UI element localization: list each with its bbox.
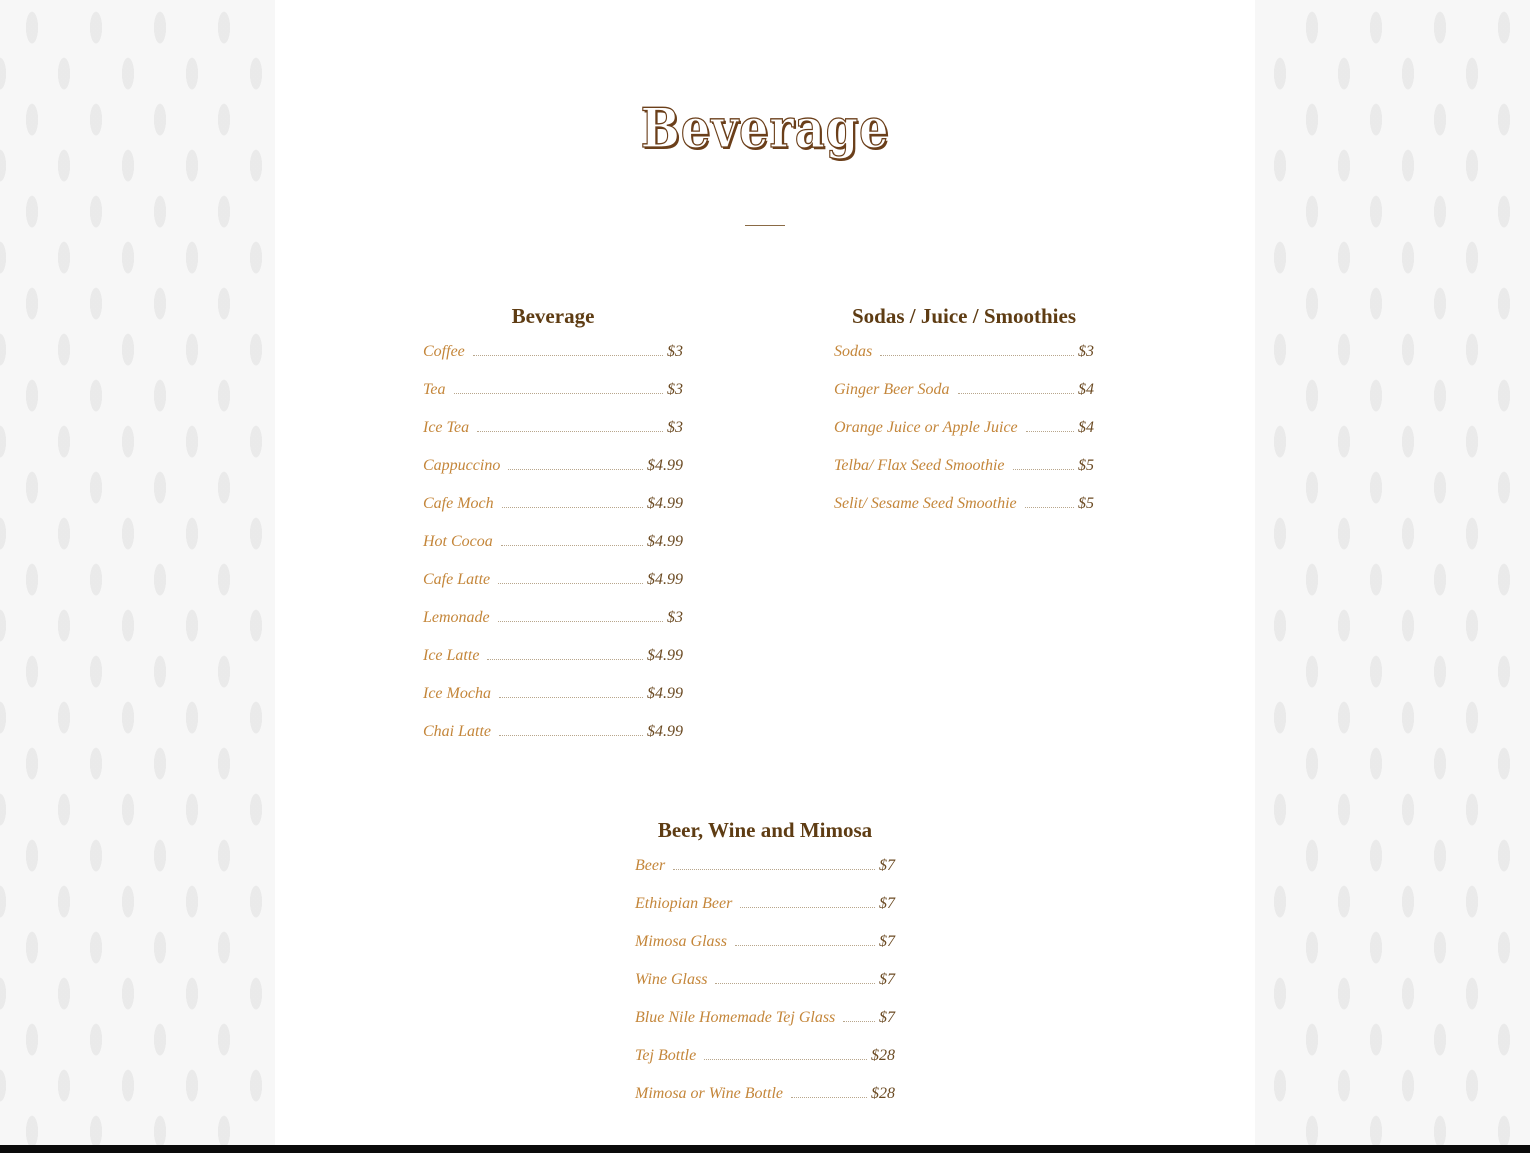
item-price: $28: [871, 1085, 895, 1102]
item-name: Mimosa or Wine Bottle: [635, 1085, 783, 1102]
item-price: $7: [879, 971, 895, 988]
dot-leader: [477, 418, 663, 432]
menu-item: [423, 456, 683, 494]
item-name: Wine Glass: [635, 971, 708, 988]
menu-item: [423, 608, 683, 646]
item-name: Cafe Moch: [423, 495, 494, 512]
item-name: Beer: [635, 857, 666, 874]
item-name: Orange Juice or Apple Juice: [834, 419, 1018, 436]
item-name: Tea: [423, 381, 446, 398]
menu-item: [834, 456, 1094, 494]
item-name: Coffee: [423, 343, 465, 360]
item-name: Cappuccino: [423, 457, 501, 474]
menu-item: [635, 1046, 895, 1084]
item-price: $4.99: [647, 533, 683, 550]
dot-leader: [740, 894, 875, 908]
dot-leader: [498, 608, 663, 622]
dot-leader: [880, 342, 1074, 356]
dot-leader: [715, 970, 875, 984]
dot-leader: [473, 342, 663, 356]
item-price: $5: [1078, 457, 1094, 474]
item-price: $7: [879, 933, 895, 950]
item-name: Ice Latte: [423, 647, 480, 664]
item-price: $3: [667, 381, 683, 398]
item-price: $3: [667, 609, 683, 626]
page-title: Beverage: [640, 96, 890, 160]
item-price: $4.99: [647, 571, 683, 588]
item-price: $7: [879, 857, 895, 874]
item-name: Lemonade: [423, 609, 490, 626]
item-name: Sodas: [834, 343, 873, 360]
section-sodas-juice-smoothies: [834, 303, 1094, 532]
item-name: Selit/ Sesame Seed Smoothie: [834, 495, 1017, 512]
item-price: $4: [1078, 419, 1094, 436]
dot-leader: [843, 1008, 875, 1022]
item-name: Ethiopian Beer: [635, 895, 733, 912]
item-name: Mimosa Glass: [635, 933, 728, 950]
dot-leader: [1013, 456, 1075, 470]
section-title: Sodas / Juice / Smoothies: [851, 304, 1077, 328]
menu-item: [834, 494, 1094, 532]
dot-leader: [499, 684, 643, 698]
item-price: $3: [667, 343, 683, 360]
dot-leader: [487, 646, 643, 660]
menu-item: [635, 932, 895, 970]
menu-item: [423, 418, 683, 456]
item-price: $4.99: [647, 685, 683, 702]
item-name: Telba/ Flax Seed Smoothie: [834, 457, 1005, 474]
item-name: Ice Mocha: [423, 685, 491, 702]
section-title: Beverage: [511, 304, 595, 328]
dot-leader: [501, 532, 643, 546]
item-price: $4.99: [647, 723, 683, 740]
item-name: Ice Tea: [423, 419, 470, 436]
dot-leader: [499, 722, 643, 736]
dot-leader: [498, 570, 643, 584]
item-name: Ginger Beer Soda: [834, 381, 950, 398]
item-price: $28: [871, 1047, 895, 1064]
dot-leader: [958, 380, 1074, 394]
dot-leader: [502, 494, 643, 508]
menu-item: [423, 532, 683, 570]
menu-item: [423, 570, 683, 608]
dot-leader: [508, 456, 643, 470]
title-divider: [745, 225, 785, 226]
dot-leader: [1025, 494, 1074, 508]
dot-leader: [735, 932, 875, 946]
item-name: Cafe Latte: [423, 571, 491, 588]
item-price: $3: [1078, 343, 1094, 360]
dot-leader: [673, 856, 875, 870]
item-price: $4: [1078, 381, 1094, 398]
menu-item: [635, 894, 895, 932]
dot-leader: [791, 1084, 867, 1098]
section-beverage: [423, 303, 683, 760]
menu-item: [834, 380, 1094, 418]
menu-item: [423, 646, 683, 684]
item-price: $4.99: [647, 457, 683, 474]
menu-item: [834, 418, 1094, 456]
menu-item: [423, 722, 683, 760]
menu-item: [423, 494, 683, 532]
menu-item: [423, 342, 683, 380]
dot-leader: [454, 380, 663, 394]
item-name: Blue Nile Homemade Tej Glass: [635, 1009, 836, 1026]
item-name: Hot Cocoa: [423, 533, 493, 550]
section-beer-wine-mimosa: [635, 817, 895, 1122]
menu-item: [423, 684, 683, 722]
item-name: Tej Bottle: [635, 1047, 697, 1064]
menu-item: [635, 1008, 895, 1046]
menu-item: [635, 970, 895, 1008]
item-price: $7: [879, 1009, 895, 1026]
item-price: $4.99: [647, 647, 683, 664]
menu-item: [635, 1084, 895, 1122]
item-price: $5: [1078, 495, 1094, 512]
item-price: $7: [879, 895, 895, 912]
menu-page: [275, 0, 1255, 1145]
footer-bar: [0, 1145, 1530, 1153]
item-name: Chai Latte: [423, 723, 492, 740]
item-price: $3: [667, 419, 683, 436]
section-title: Beer, Wine and Mimosa: [657, 818, 873, 842]
dot-leader: [704, 1046, 867, 1060]
menu-item: [834, 342, 1094, 380]
dot-leader: [1026, 418, 1074, 432]
menu-item: [635, 856, 895, 894]
menu-item: [423, 380, 683, 418]
item-price: $4.99: [647, 495, 683, 512]
